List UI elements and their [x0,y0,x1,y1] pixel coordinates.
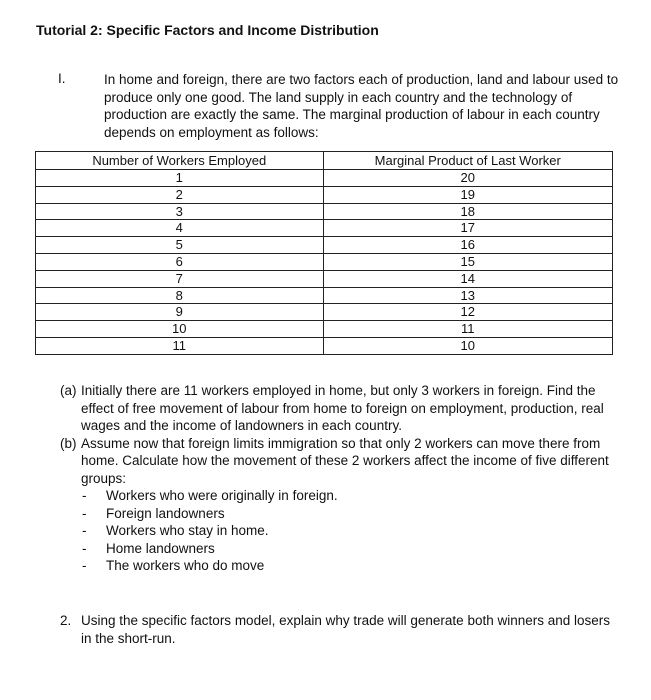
table-row [36,220,613,237]
question-1-number: I. [58,71,66,86]
workers-cell: 9 [36,304,324,321]
table-row [36,304,613,321]
list-item [60,505,620,523]
list-item-text: The workers who do move [106,558,265,573]
question-2 [60,612,620,647]
marginal-product-cell: 20 [323,170,613,187]
marginal-product-cell: 11 [323,321,613,338]
list-item-text: Workers who were originally in foreign. [106,488,338,503]
list-item [60,487,620,505]
marginal-product-cell: 16 [323,237,613,254]
table-row [36,270,613,287]
question-1-text: In home and foreign, there are two factors each of production, land and labour used to produce only one good. The land supply in each country and the technology of production are exactly the same. The marginal production of labour in each country depends on employment as follows: [104,72,619,140]
workers-cell: 2 [36,186,324,203]
table-row [36,170,613,187]
part-b-text: Assume now that foreign limits immigration so that only 2 workers can move there from home. Calculate how the movement of these 2 workers affect the income of five different groups: [81,435,609,486]
dash-bullet: - [82,505,87,521]
table-row [36,253,613,270]
workers-cell: 7 [36,270,324,287]
table-row [36,186,613,203]
list-item [60,557,620,575]
list-item-text: Foreign landowners [106,505,225,521]
workers-cell: 5 [36,237,324,254]
question-1-parts [60,382,620,575]
question-2-text: Using the specific factors model, explain why trade will generate both winners and losers in the short-run. [81,613,611,646]
dash-bullet: - [82,540,87,556]
part-b-label: (b) [60,435,77,451]
question-2-number: 2. [60,613,72,628]
header-marginal-product: Marginal Product of Last Worker [323,152,613,170]
list-item-text: Workers who stay in home. [106,523,269,538]
table-row [36,321,613,338]
part-a-label: (a) [60,383,77,398]
table-row [36,337,613,354]
workers-cell: 4 [36,220,324,237]
part-a [60,382,620,435]
list-item [60,540,620,558]
workers-cell: 11 [36,337,324,354]
part-a-text: Initially there are 11 workers employed in home, but only 3 workers in foreign. Find the effect of free movement of labour from home to foreign on employment, production, real wages and the income of landowners in each country. [81,383,604,433]
table-row [36,203,613,220]
dash-bullet: - [82,558,87,573]
marginal-product-cell: 13 [323,287,613,304]
marginal-product-table [35,151,613,355]
marginal-product-cell: 17 [323,220,613,237]
list-item-text: Home landowners [106,540,215,556]
header-workers-employed: Number of Workers Employed [36,152,324,170]
dash-bullet: - [82,488,87,503]
table-header-row [36,152,613,170]
marginal-product-cell: 12 [323,304,613,321]
marginal-product-cell: 10 [323,337,613,354]
marginal-product-cell: 15 [323,253,613,270]
marginal-product-cell: 14 [323,270,613,287]
marginal-product-cell: 19 [323,186,613,203]
workers-cell: 8 [36,287,324,304]
table-row [36,237,613,254]
marginal-product-cell: 18 [323,203,613,220]
workers-cell: 6 [36,253,324,270]
workers-cell: 10 [36,321,324,338]
list-item [60,522,620,540]
page-title: Tutorial 2: Specific Factors and Income Distribution [36,22,379,38]
workers-cell: 3 [36,203,324,220]
groups-list [60,487,620,575]
dash-bullet: - [82,523,87,538]
table-row [36,287,613,304]
workers-cell: 1 [36,170,324,187]
part-b [60,435,620,488]
